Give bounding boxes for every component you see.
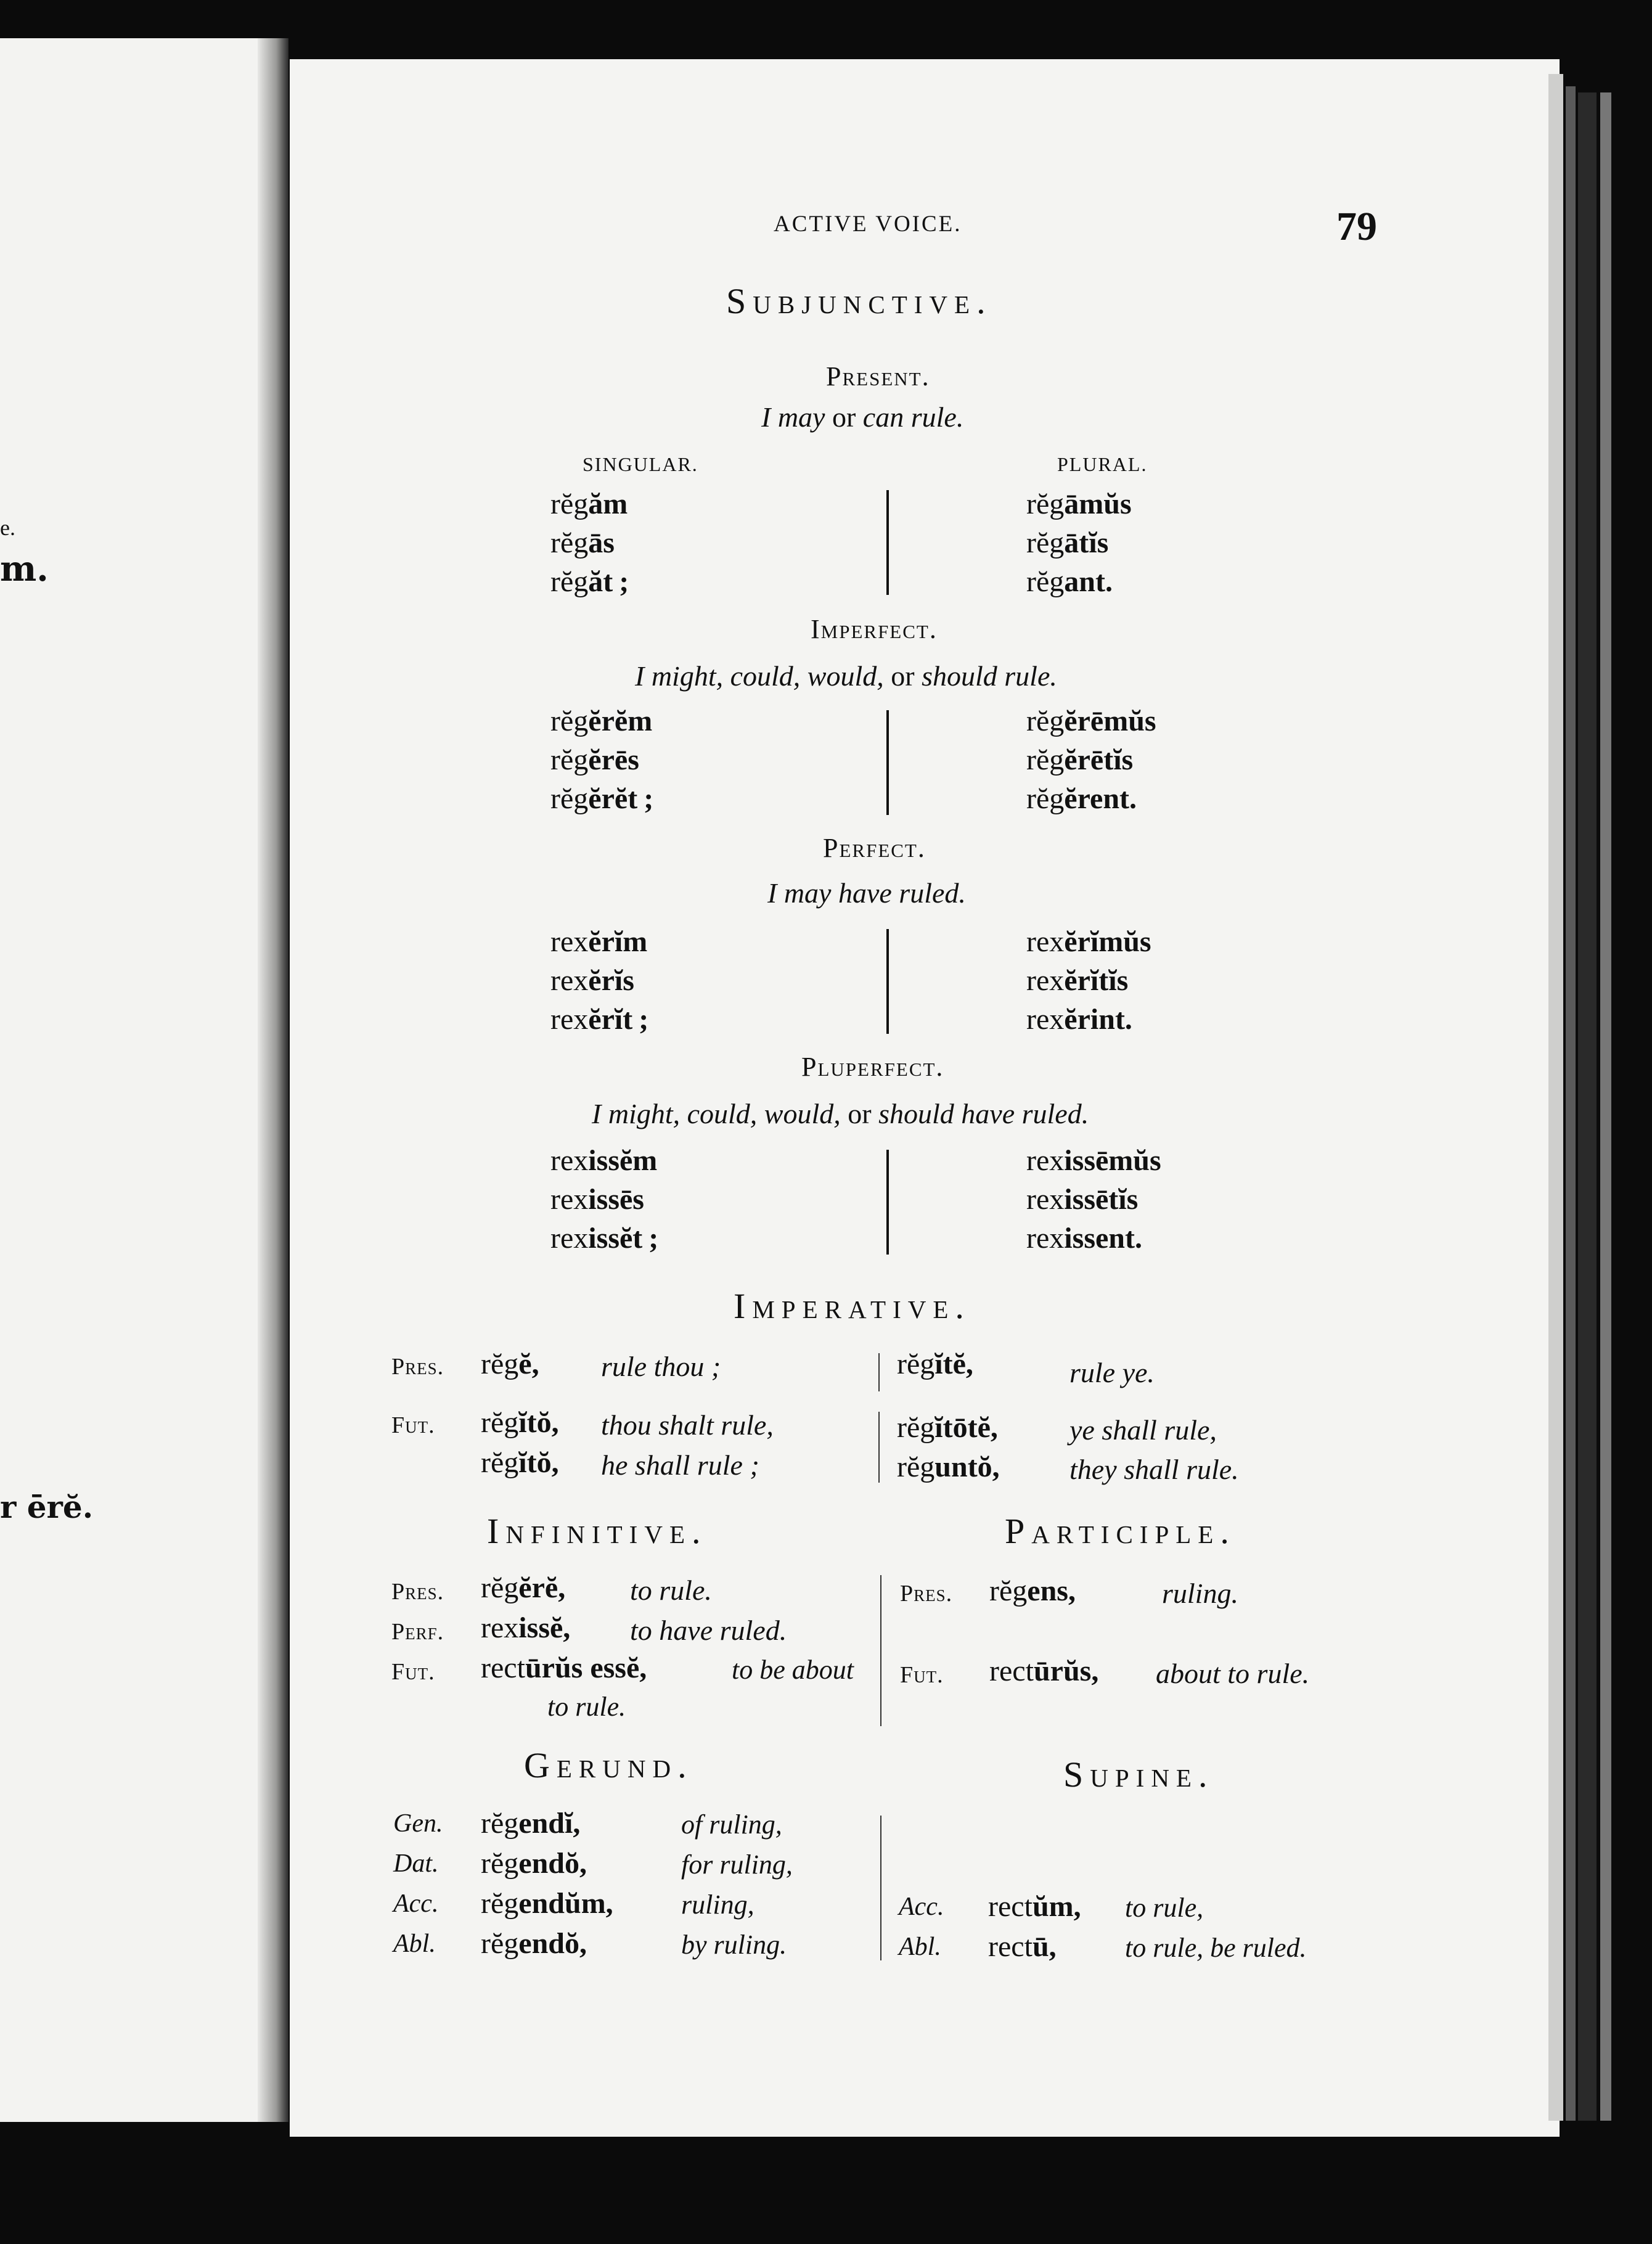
imperative-fut-plural-gloss-1: ye shall rule, [1069,1414,1217,1446]
label-perf: Perf. [391,1619,444,1645]
tense-meaning: I may or can rule. [761,401,964,433]
infinitive-fut-gloss-cont: to rule. [547,1692,626,1722]
tense-meaning: I may have ruled. [767,877,966,909]
singular-form: rexissĕm [550,1144,658,1177]
singular-form: rĕgĕrēs [550,743,639,776]
section-title-infinitive: Infinitive. [487,1511,708,1551]
book-gutter [258,38,288,2122]
plural-form: rĕgant. [1026,565,1113,598]
label-fut: Fut. [900,1662,944,1688]
participle-fut: rectūrŭs, [989,1655,1099,1687]
imperative-pres-singular-gloss: rule thou ; [601,1351,721,1382]
singular-form: rĕgăt ; [550,565,629,598]
gerund-gloss: for ruling, [681,1849,793,1880]
gerund-case: Gen. [393,1809,443,1838]
infinitive-perf-gloss: to have ruled. [630,1615,787,1646]
imperative-fut-plural-1: rĕgĭtōtĕ, [897,1411,998,1444]
column-divider [886,1150,889,1255]
imperative-pres-singular: rĕgĕ, [481,1348,539,1380]
participle-fut-gloss: about to rule. [1156,1658,1310,1689]
plural-form: rexĕrĭmŭs [1026,925,1151,958]
infinitive-perf: rexissĕ, [481,1611,571,1644]
gerund-form: rĕgendŏ, [481,1847,587,1880]
supine-gloss: to rule, be ruled. [1125,1933,1307,1963]
infinitive-fut-gloss: to be about [732,1655,854,1685]
gerund-form: rĕgendŭm, [481,1887,613,1920]
singular-form: rĕgăm [550,488,628,520]
left-page-fragment: m. [0,549,49,589]
infinitive-pres: rĕgĕrĕ, [481,1571,566,1604]
supine-case: Abl. [899,1933,941,1961]
imperative-fut-singular-2: rĕgĭtŏ, [481,1446,559,1479]
page-edges-shadow [1566,86,1576,2121]
column-divider [880,1816,881,1960]
tense-meaning: I might, could, would, or should have ruled. [592,1098,1089,1129]
gerund-form: rĕgendĭ, [481,1807,581,1840]
book-cover-edge [1578,92,1597,2121]
imperative-pres-plural-gloss: rule ye. [1069,1357,1155,1388]
column-divider [886,710,889,815]
gerund-case: Acc. [393,1890,439,1918]
book-cover-rim [1600,92,1611,2121]
label-pres: Pres. [391,1354,444,1380]
supine-case: Acc. [899,1893,944,1921]
tense-title: Perfect. [823,833,926,863]
column-header-plural: PLURAL. [1057,453,1148,475]
plural-form: rexissētĭs [1026,1183,1139,1216]
left-page [0,38,274,2122]
plural-form: rexĕrint. [1026,1003,1132,1036]
singular-form: rĕgās [550,526,615,559]
singular-form: rĕgĕrĕm [550,705,653,737]
column-header-singular: SINGULAR. [583,453,698,475]
gerund-form: rĕgendŏ, [481,1927,587,1960]
supine-gloss: to rule, [1125,1893,1204,1923]
plural-form: rexĕrĭtĭs [1026,964,1129,997]
plural-form: rĕgĕrent. [1026,782,1137,815]
plural-form: rexissent. [1026,1222,1142,1255]
plural-form: rexissēmŭs [1026,1144,1161,1177]
label-pres: Pres. [391,1579,444,1605]
column-divider [886,490,889,595]
gerund-gloss: by ruling. [681,1930,787,1960]
section-title-imperative: Imperative. [734,1286,971,1326]
section-title-subjunctive: Subjunctive. [726,281,992,321]
imperative-pres-plural: rĕgĭtĕ, [897,1348,973,1380]
column-divider [878,1412,880,1483]
singular-form: rexĕrĭt ; [550,1003,649,1036]
section-title-participle: Participle. [1005,1511,1236,1551]
plural-form: rĕgĕrētĭs [1026,743,1134,776]
participle-pres: rĕgens, [989,1574,1076,1607]
page-edges [1548,74,1563,2121]
singular-form: rexissĕt ; [550,1222,659,1255]
plural-form: rĕgātĭs [1026,526,1109,559]
label-fut: Fut. [391,1659,435,1685]
section-title-gerund: Gerund. [524,1745,693,1785]
singular-form: rĕgĕrĕt ; [550,782,654,815]
tense-meaning: I might, could, would, or should rule. [635,660,1057,692]
left-page-fragment: r ērĕ. [0,1489,94,1525]
infinitive-fut: rectūrŭs essĕ, [481,1652,647,1684]
gerund-case: Dat. [393,1849,439,1878]
label-fut: Fut. [391,1412,435,1438]
gerund-gloss: ruling, [681,1890,754,1920]
singular-form: rexĕrĭm [550,925,648,958]
left-page-fragment: e. [0,515,15,540]
running-title: ACTIVE VOICE. [774,211,962,237]
plural-form: rĕgāmŭs [1026,488,1132,520]
gerund-case: Abl. [393,1930,436,1958]
infinitive-pres-gloss: to rule. [630,1574,712,1606]
singular-form: rexissēs [550,1183,644,1216]
tense-title: Imperfect. [811,614,938,644]
column-divider [878,1353,880,1391]
tense-title: Present. [826,361,930,391]
label-pres: Pres. [900,1581,953,1607]
participle-pres-gloss: ruling. [1162,1578,1238,1609]
imperative-fut-gloss-2: he shall rule ; [601,1449,759,1481]
supine-form: rectū, [988,1930,1057,1963]
page-number: 79 [1336,204,1377,249]
gerund-gloss: of ruling, [681,1809,782,1840]
section-title-supine: Supine. [1063,1755,1214,1795]
column-divider [880,1575,881,1726]
supine-form: rectŭm, [988,1890,1081,1923]
imperative-fut-plural-gloss-2: they shall rule. [1069,1454,1239,1485]
column-divider [886,929,889,1034]
plural-form: rĕgĕrēmŭs [1026,705,1156,737]
singular-form: rexĕrĭs [550,964,634,997]
imperative-fut-gloss-1: thou shalt rule, [601,1409,774,1441]
imperative-fut-plural-2: rĕguntŏ, [897,1451,1000,1483]
imperative-fut-singular-1: rĕgĭtŏ, [481,1406,559,1439]
tense-title: Pluperfect. [801,1052,944,1082]
